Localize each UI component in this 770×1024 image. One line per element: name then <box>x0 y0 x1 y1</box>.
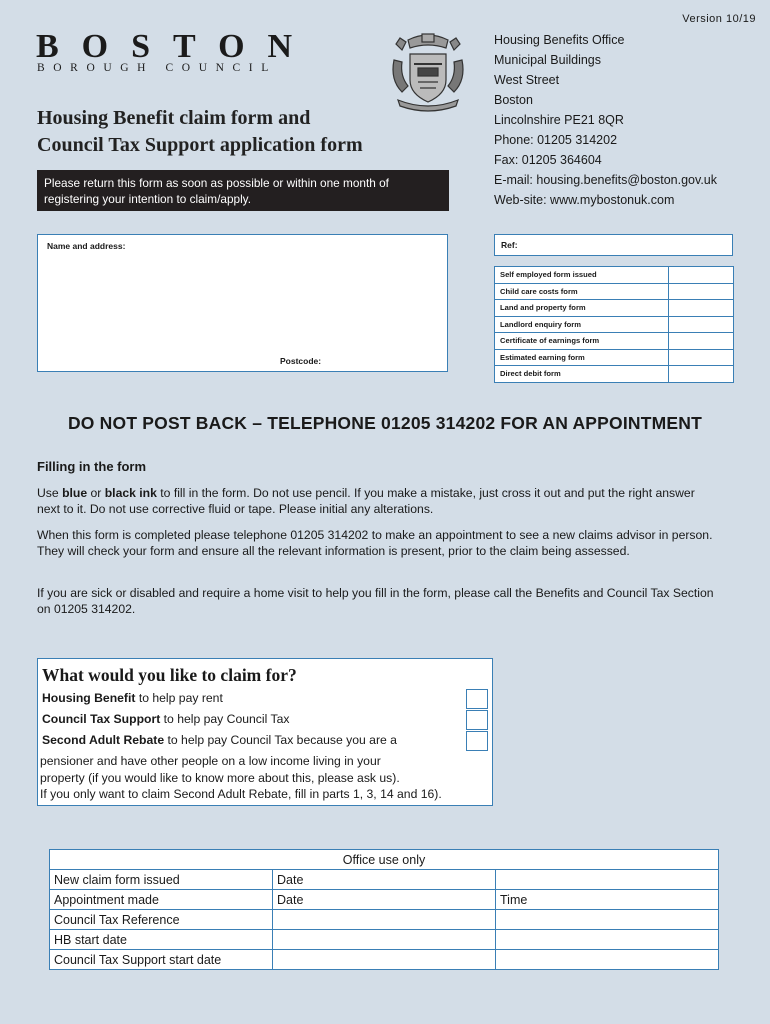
form-checkbox-cell[interactable] <box>669 267 734 284</box>
ink-text: or <box>87 486 105 500</box>
address-line: Housing Benefits Office <box>494 33 625 47</box>
website-address: Web-site: www.mybostonuk.com <box>494 193 675 207</box>
option-description: to help pay Council Tax because you are a <box>164 733 397 747</box>
ink-blue: blue <box>62 486 88 500</box>
appointment-instructions: When this form is completed please telephone 01205 314202 to make an appointment to see a new claims advisor in person. They will check your form and ensure all the relevant information is present, prior to the claim being assessed. <box>37 528 713 558</box>
office-row-label: Council Tax Support start date <box>50 950 273 970</box>
table-row <box>495 366 734 383</box>
office-address <box>494 30 717 210</box>
address-line: Municipal Buildings <box>494 53 602 67</box>
table-row <box>50 930 719 950</box>
office-cell-date[interactable]: Date <box>273 890 496 910</box>
note-line: pensioner and have other people on a low income living in your <box>40 754 381 768</box>
council-logo-wordmark: BOSTON <box>36 28 316 65</box>
option-name: Council Tax Support <box>42 712 161 726</box>
form-checkbox-cell[interactable] <box>669 300 734 317</box>
table-row <box>495 333 734 350</box>
table-row <box>495 300 734 317</box>
table-row <box>495 283 734 300</box>
form-checkbox-cell[interactable] <box>669 349 734 366</box>
office-use-heading: Office use only <box>50 850 719 870</box>
office-cell[interactable] <box>273 950 496 970</box>
claim-options-box <box>37 658 493 806</box>
office-cell-date[interactable]: Date <box>273 870 496 890</box>
second-adult-rebate-checkbox[interactable] <box>466 731 488 751</box>
claim-option-council-tax-support <box>42 712 289 726</box>
form-checkbox-cell[interactable] <box>669 316 734 333</box>
reference-field[interactable] <box>494 234 733 256</box>
version-label: Version 10/19 <box>682 13 756 25</box>
name-address-label: Name and address: <box>47 241 126 251</box>
form-label: Landlord enquiry form <box>495 316 669 333</box>
office-cell[interactable] <box>273 910 496 930</box>
council-logo-subtitle: BOROUGH COUNCIL <box>37 62 277 74</box>
office-row-label: New claim form issued <box>50 870 273 890</box>
claim-heading: What would you like to claim for? <box>42 665 297 685</box>
table-row <box>50 910 719 930</box>
form-checkbox-cell[interactable] <box>669 333 734 350</box>
second-adult-rebate-note <box>40 753 442 803</box>
office-row-label: HB start date <box>50 930 273 950</box>
form-label: Land and property form <box>495 300 669 317</box>
name-address-field[interactable] <box>37 234 448 372</box>
housing-benefit-checkbox[interactable] <box>466 689 488 709</box>
office-cell[interactable] <box>496 950 719 970</box>
form-label: Direct debit form <box>495 366 669 383</box>
table-header-row <box>50 850 719 870</box>
address-line: Lincolnshire PE21 8QR <box>494 113 624 127</box>
coat-of-arms-icon <box>388 30 468 112</box>
option-name: Housing Benefit <box>42 691 136 705</box>
email-address: E-mail: housing.benefits@boston.gov.uk <box>494 173 717 187</box>
return-notice: Please return this form as soon as possible or within one month of registering your intention to claim/apply. <box>37 170 449 211</box>
form-label: Child care costs form <box>495 283 669 300</box>
office-cell[interactable] <box>273 930 496 950</box>
form-label: Self employed form issued <box>495 267 669 284</box>
page-title <box>37 105 363 159</box>
form-label: Certificate of earnings form <box>495 333 669 350</box>
table-row <box>495 316 734 333</box>
office-use-table <box>49 849 719 970</box>
claim-option-second-adult-rebate <box>42 733 397 747</box>
office-cell-time[interactable]: Time <box>496 890 719 910</box>
office-cell[interactable] <box>496 930 719 950</box>
option-name: Second Adult Rebate <box>42 733 165 747</box>
ink-instructions <box>37 486 717 517</box>
office-row-label: Appointment made <box>50 890 273 910</box>
filling-heading: Filling in the form <box>37 459 147 474</box>
claim-option-housing-benefit <box>42 691 223 705</box>
title-line-1: Housing Benefit claim form and <box>37 107 311 129</box>
table-row <box>495 267 734 284</box>
table-row <box>50 950 719 970</box>
phone-number: Phone: 01205 314202 <box>494 133 618 147</box>
reference-label: Ref: <box>501 240 518 250</box>
address-line: Boston <box>494 93 533 107</box>
note-line: property (if you would like to know more about this, please ask us). <box>40 770 400 785</box>
form-checkbox-cell[interactable] <box>669 283 734 300</box>
office-cell[interactable] <box>496 870 719 890</box>
option-description: to help pay rent <box>135 691 223 705</box>
table-row <box>495 349 734 366</box>
ink-text: Use <box>37 486 63 500</box>
option-description: to help pay Council Tax <box>160 712 290 726</box>
home-visit-instructions: If you are sick or disabled and require a home visit to help you fill in the form, please call the Benefits and Council Tax Section on 01205 314202. <box>37 586 714 616</box>
title-line-2: Council Tax Support application form <box>37 134 363 156</box>
office-cell[interactable] <box>496 910 719 930</box>
postcode-label: Postcode: <box>280 356 322 366</box>
note-line: If you only want to claim Second Adult Rebate, fill in parts 1, 3, 14 and 16). <box>40 787 442 801</box>
ink-black: black ink <box>104 486 157 500</box>
council-tax-support-checkbox[interactable] <box>466 710 488 730</box>
forms-issued-table <box>494 266 734 383</box>
table-row <box>50 890 719 910</box>
form-label: Estimated earning form <box>495 349 669 366</box>
ink-text: to fill in the form. Do not use pencil. If you make a mistake, just cross it out and put the right answer next to it. Do not use corrective fluid or tape. Please initial any alterations. <box>37 486 695 516</box>
office-row-label: Council Tax Reference <box>50 910 273 930</box>
table-row <box>50 870 719 890</box>
do-not-post-banner: DO NOT POST BACK – TELEPHONE 01205 314202 FOR AN APPOINTMENT <box>67 413 703 433</box>
form-checkbox-cell[interactable] <box>669 366 734 383</box>
fax-number: Fax: 01205 364604 <box>494 153 602 167</box>
address-line: West Street <box>494 73 560 87</box>
